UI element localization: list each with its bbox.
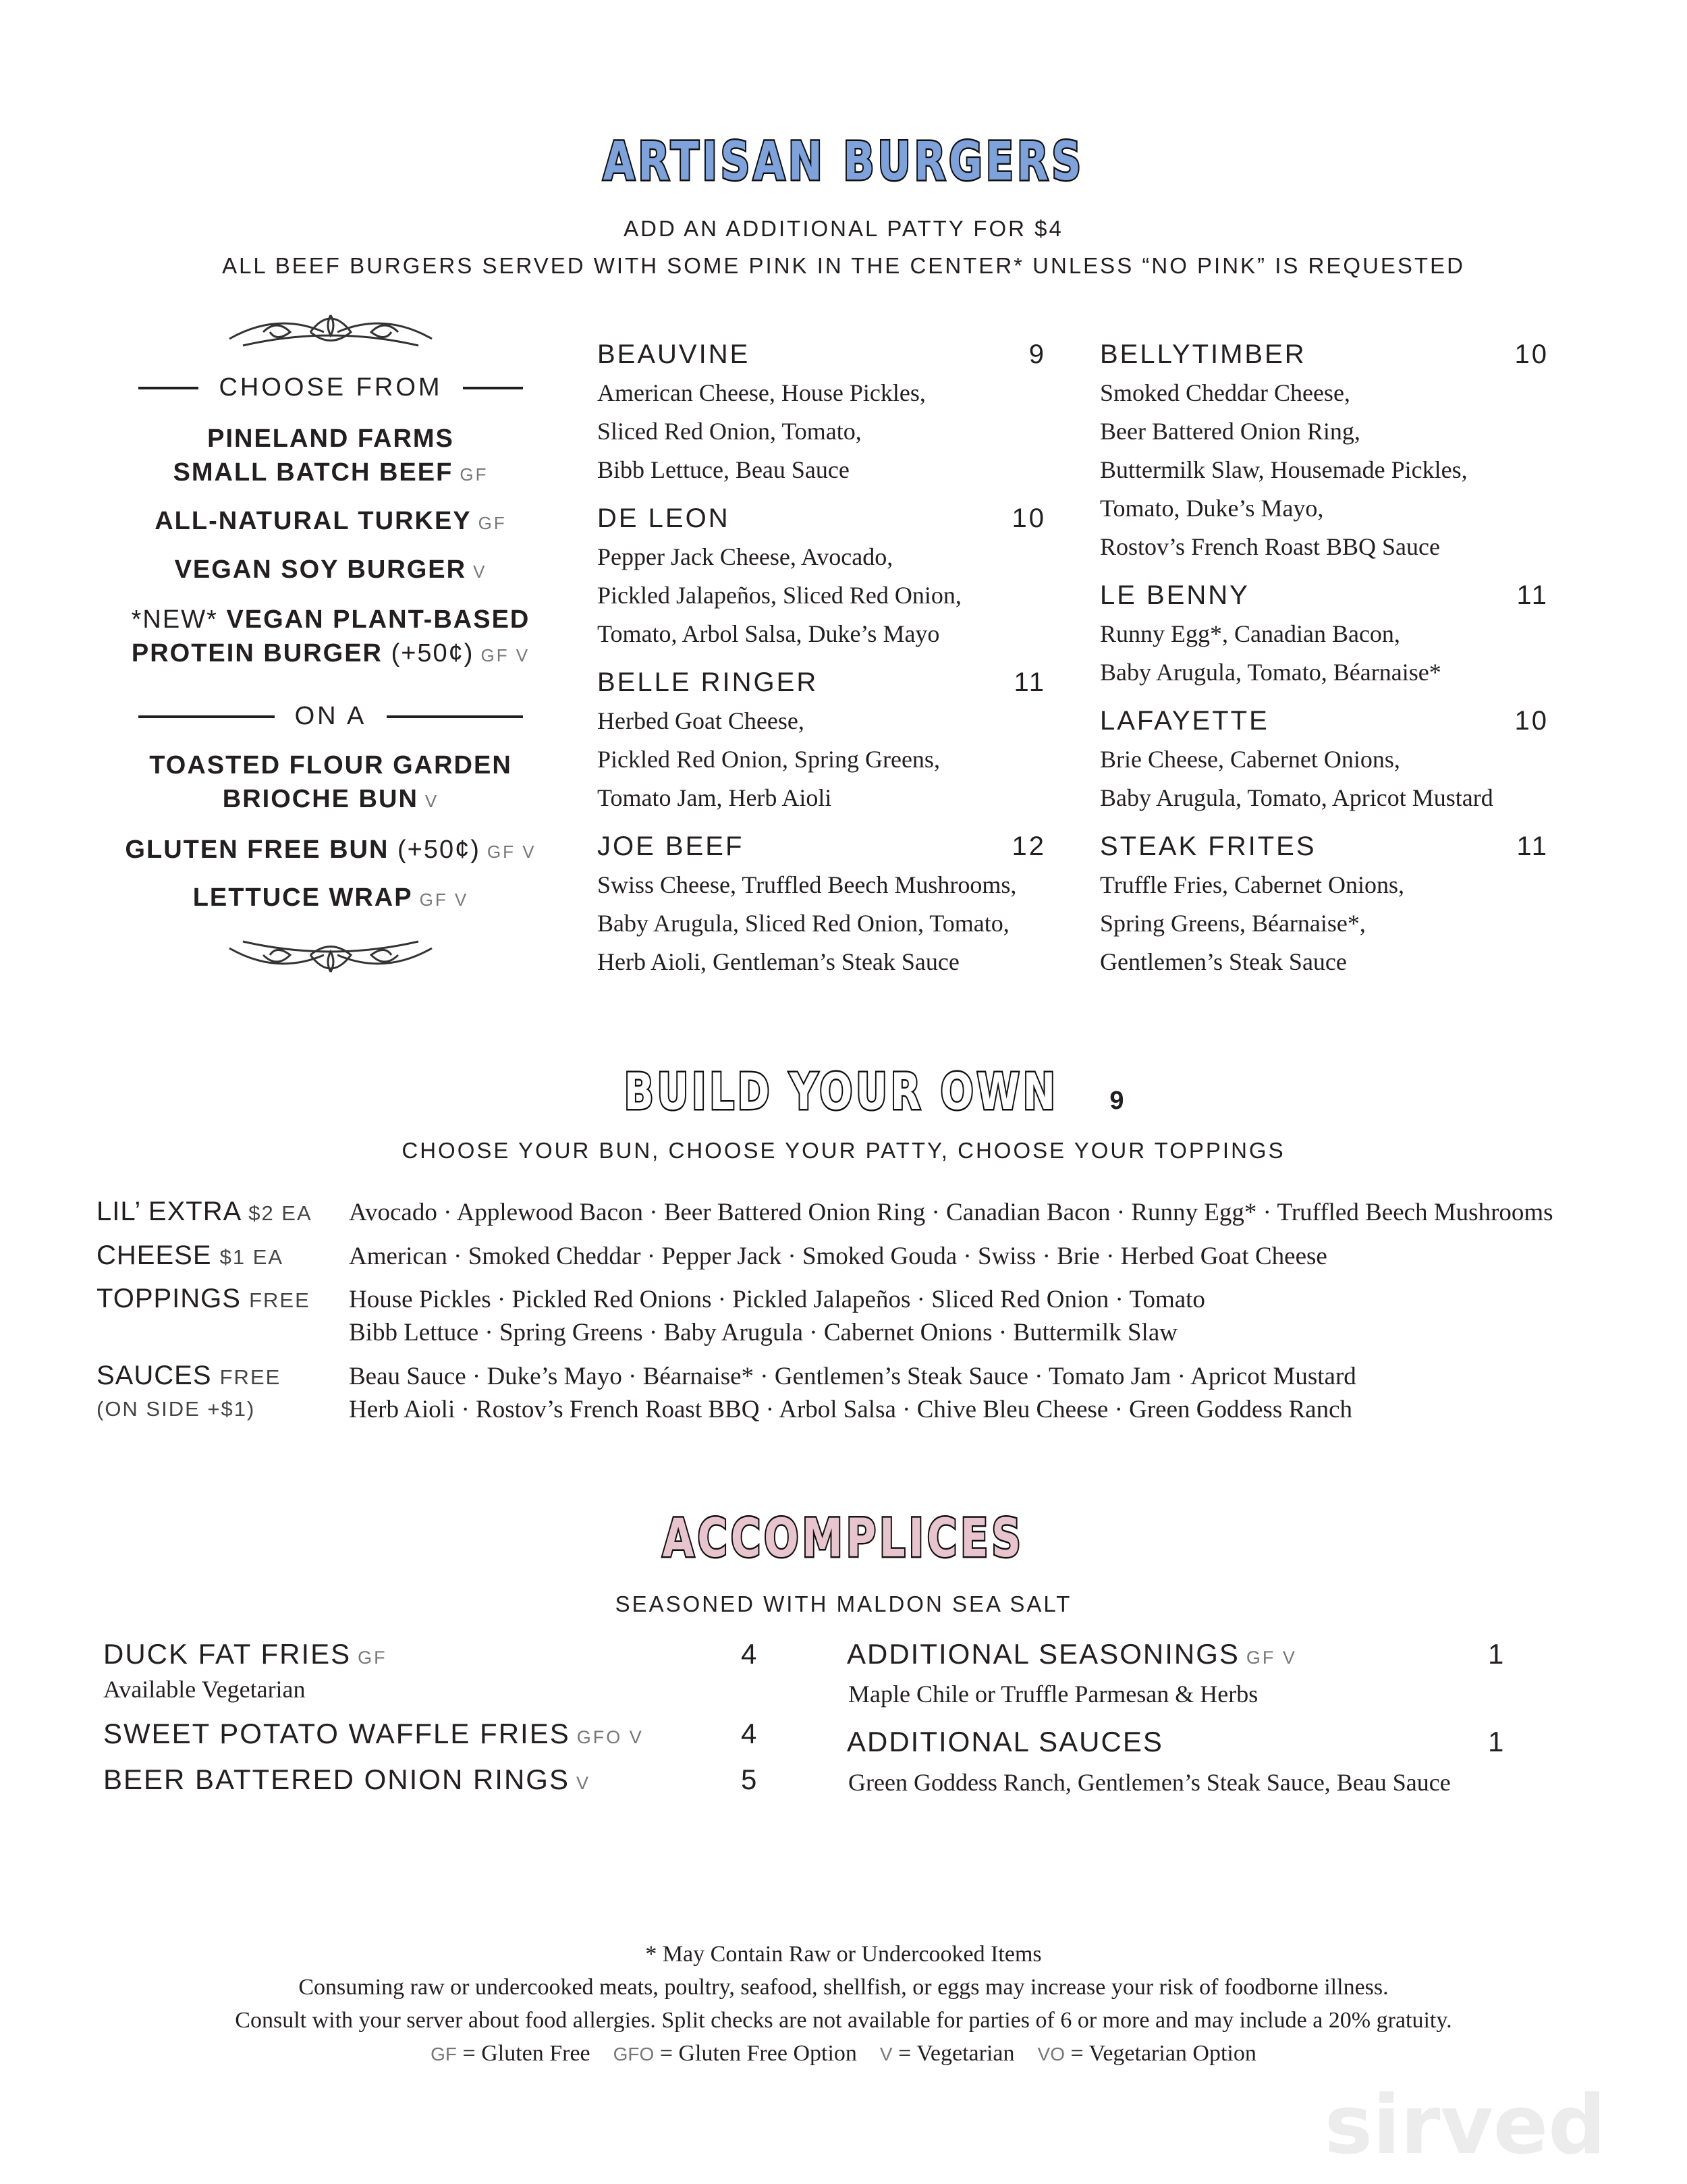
price: 10 [1012,503,1046,533]
menu-item-lafayette: LAFAYETTE 10 Brie Cheese, Cabernet Onions, Baby Arugula, Tomato, Apricot Mustard [1100,701,1549,817]
bun-option-gluten-free: GLUTEN FREE BUN (+50¢) GF V [125,836,536,864]
patty-option-beef: PINELAND FARMS SMALL BATCH BEEF GF [173,425,489,487]
side-duck-fat-fries: DUCK FAT FRIES GF [103,1638,387,1670]
artisan-title-wrap [0,132,1687,192]
accomplices-subtitle: SEASONED WITH MALDON SEA SALT [615,1591,1072,1616]
footer-raw-notice: * May Contain Raw or Undercooked Items [645,1942,1042,1967]
ornament-bottom-icon [223,935,439,975]
price: 1 [1488,1726,1504,1757]
side-additional-sauces: ADDITIONAL SAUCES [847,1726,1163,1757]
byo-label-sauces: SAUCES FREE [96,1361,281,1390]
byo-sauces-side-note: (ON SIDE +$1) [96,1397,256,1421]
byo-options-sauces-1: Beau Sauce · Duke’s Mayo · Béarnaise* · Gentlemen’s Steak Sauce · Tomato Jam · Apricot Mustard [349,1363,1356,1390]
side-additional-sauces-desc: Green Goddess Ranch, Gentlemen’s Steak Sauce, Beau Sauce [848,1769,1451,1796]
artisan-note-patty: ADD AN ADDITIONAL PATTY FOR $4 [624,216,1063,241]
side-duck-fat-fries-note: Available Vegetarian [103,1676,306,1703]
bun-option-brioche: TOASTED FLOUR GARDEN BRIOCHE BUN V [149,751,512,813]
on-a-heading: ON A [294,702,367,730]
patty-option-turkey: ALL-NATURAL TURKEY GF [155,507,507,535]
byo-label-toppings: TOPPINGS FREE [96,1284,310,1313]
section-title-artisan-burgers: ARTISAN BURGERS [603,132,1084,192]
choose-from-divider [138,373,523,402]
byo-options-cheese: American · Smoked Cheddar · Pepper Jack · Smoked Gouda · Swiss · Brie · Herbed Goat Cheese [349,1243,1327,1270]
patty-option-plant-based: *NEW* VEGAN PLANT-BASED PROTEIN BURGER (+50¢) GF V [131,605,530,667]
byo-label-extras: LIL’ EXTRA $2 EA [96,1197,312,1226]
price: 10 [1514,339,1549,369]
byo-label-cheese: CHEESE $1 EA [96,1240,284,1270]
artisan-note-pink: ALL BEEF BURGERS SERVED WITH SOME PINK IN THE CENTER* UNLESS “NO PINK” IS REQUESTED [222,253,1465,278]
menu-item-steak-frites: STEAK FRITES 11 Truffle Fries, Cabernet Onions, Spring Greens, Béarnaise*, Gentlemen’s Steak Sauce [1100,827,1549,981]
section-title-build-your-own: BUILD YOUR OWN [624,1063,1059,1121]
side-additional-seasonings: ADDITIONAL SEASONINGS GF V [847,1638,1297,1670]
price: 5 [741,1764,757,1795]
menu-item-joe-beef: JOE BEEF 12 Swiss Cheese, Truffled Beech Mushrooms, Baby Arugula, Sliced Red Onion, Tomato, Herb Aioli, Gentleman’s Steak Sauce [597,827,1046,981]
price: 11 [1014,667,1046,697]
price: 12 [1012,831,1046,861]
menu-item-le-benny: LE BENNY 11 Runny Egg*, Canadian Bacon, Baby Arugula, Tomato, Béarnaise* [1100,576,1549,692]
price: 1 [1488,1638,1504,1670]
price: 10 [1514,706,1549,736]
patty-option-vegan-soy: VEGAN SOY BURGER V [174,555,487,584]
footer-allergy-policy: Consult with your server about food allergies. Split checks are not available for parties of 6 or more and may include a 20% gratuity. [235,2008,1452,2033]
footer-health-warning: Consuming raw or undercooked meats, poultry, seafood, shellfish, or eggs may increase your risk of foodborne illness. [298,1975,1389,2000]
byo-options-toppings-2: Bibb Lettuce · Spring Greens · Baby Arugula · Cabernet Onions · Buttermilk Slaw [349,1319,1178,1346]
choose-from-heading: CHOOSE FROM [219,373,443,402]
on-a-divider [138,702,523,731]
accomplices-title-wrap [0,1508,1687,1569]
menu-item-beauvine: BEAUVINE 9 American Cheese, House Pickles, Sliced Red Onion, Tomato, Bibb Lettuce, Beau Sauce [597,335,1046,489]
byo-options-toppings-1: House Pickles · Pickled Red Onions · Pickled Jalapeños · Sliced Red Onion · Tomato [349,1286,1205,1313]
footer-legend: GF = Gluten Free GFO = Gluten Free Option V = Vegetarian VO = Vegetarian Option [431,2041,1256,2066]
byo-title-wrap [0,1063,1687,1121]
byo-subtitle: CHOOSE YOUR BUN, CHOOSE YOUR PATTY, CHOOSE YOUR TOPPINGS [402,1138,1285,1163]
side-onion-rings: BEER BATTERED ONION RINGS V [103,1764,590,1795]
side-additional-seasonings-desc: Maple Chile or Truffle Parmesan & Herbs [848,1681,1259,1708]
price: 11 [1516,580,1549,610]
price: 9 [1028,339,1046,369]
menu-item-de-leon: DE LEON 10 Pepper Jack Cheese, Avocado, Pickled Jalapeños, Sliced Red Onion, Tomato, Arbol Salsa, Duke’s Mayo [597,499,1046,653]
menu-item-belle-ringer: BELLE RINGER 11 Herbed Goat Cheese, Pickled Red Onion, Spring Greens, Tomato Jam, Herb Aioli [597,663,1046,817]
price: 11 [1516,831,1549,861]
byo-options-sauces-2: Herb Aioli · Rostov’s French Roast BBQ · Arbol Salsa · Chive Bleu Cheese · Green Goddess Ranch [349,1396,1352,1423]
watermark-logo: sirved [1324,2079,1606,2173]
menu-item-bellytimber: BELLYTIMBER 10 Smoked Cheddar Cheese, Beer Battered Onion Ring, Buttermilk Slaw, Housemade Pickles, Tomato, Duke’s Mayo, Rostov’s French Roast BBQ Sauce [1100,335,1549,566]
section-title-accomplices: ACCOMPLICES [662,1508,1025,1569]
bun-option-lettuce-wrap: LETTUCE WRAP GF V [192,883,469,912]
byo-options-extras: Avocado · Applewood Bacon · Beer Battered Onion Ring · Canadian Bacon · Runny Egg* · Truffled Beech Mushrooms [349,1199,1553,1226]
price: 4 [741,1718,757,1749]
side-sweet-potato-waffle-fries: SWEET POTATO WAFFLE FRIES GFO V [103,1718,644,1749]
byo-price: 9 [1109,1087,1124,1115]
ornament-top-icon [223,312,439,352]
price: 4 [741,1638,757,1670]
